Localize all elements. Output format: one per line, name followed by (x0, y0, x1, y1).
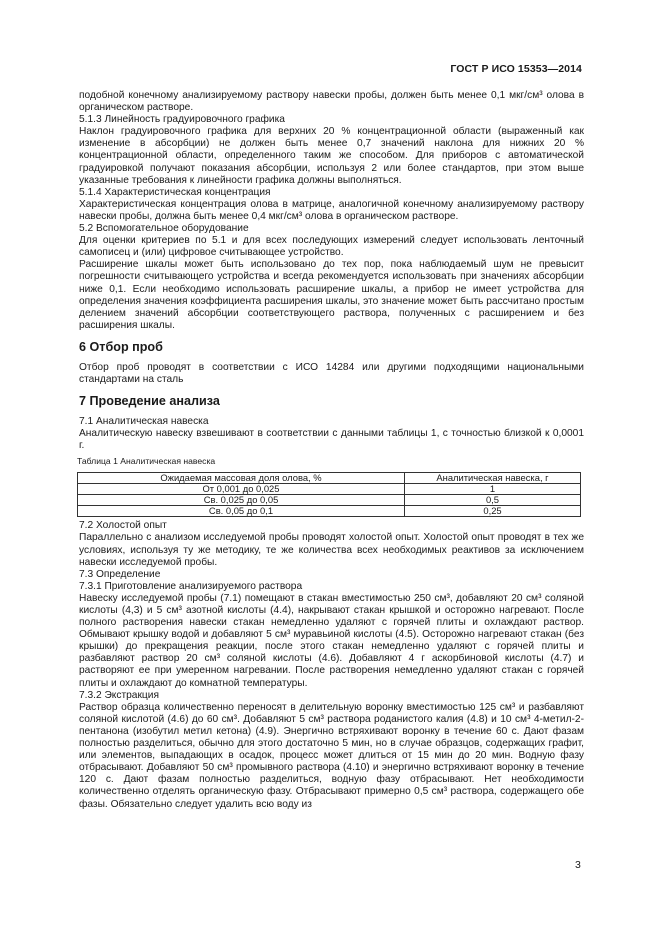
table-caption: Таблица 1 Аналитическая навеска (77, 456, 216, 467)
section-heading-6: 6 Отбор проб (79, 339, 163, 354)
paragraph: Раствор образца количественно переносят в делительную воронку вместимостью 125 см³ и разбавляют соляной кислотой (4.6) до 60 см³. Добавляют 5 см³ раствора роданистого калия (4.8) и 10 см³ 4-метил-2-пентанона (изобутил метил кетона) (4.9). Энергично встряхивают воронку в течение 60 с. Дают фазам полностью разделиться, обычно для этого достаточно 5 мин, но в случае образцов, содержащих графит, или элементов, выпадающих в осадок, процесс может длиться от 15 мин до 20 мин. Водную фазу отбрасывают. Добавляют 50 см³ промывного раствора (4.10) и энергично встряхивают воронку в течение 120 с. Дают фазам полностью разделиться, водную фазу отбрасывают. Нет необходимости количественно отделять органическую фазу. Отбрасывают примерно 0,5 см³ раствора, содержащего обе фазы. Обязательно следует удалить всю воду из (79, 701, 584, 810)
subsection-heading: 7.2 Холостой опыт (79, 520, 167, 532)
paragraph: Для оценки критериев по 5.1 и для всех последующих измерений следует использовать ленточный самописец и (или) цифровое считывающее устройство. (79, 235, 584, 259)
paragraph: Аналитическую навеску взвешивают в соответствии с данными таблицы 1, с точностью близкой к 0,0001 г. (79, 428, 584, 452)
paragraph: Расширение шкалы может быть использовано до тех пор, пока наблюдаемый шум не превысит погрешности считывающего устройства и всегда рекомендуется использовать при значениях абсорбции ниже 0,1. Если необходимо использовать расширение шкалы, а прибор не имеет устройства для определения значения коэффициента расширения шкалы, это значение может быть рассчитано простым делением значений абсорбции соответствующего раствора, полученных с расширением и без расширения шкалы. (79, 259, 584, 331)
subsection-heading: 7.1 Аналитическая навеска (79, 416, 209, 428)
table-cell: Св. 0,025 до 0,05 (78, 495, 405, 506)
paragraph: Отбор проб проводят в соответствии с ИСО 14284 или другими подходящими национальными стандартами на сталь (79, 361, 584, 385)
subsection-heading: 5.1.3 Линейность градуировочного графика (79, 114, 285, 126)
subsection-heading: 5.1.4 Характеристическая концентрация (79, 186, 271, 198)
paragraph: Характеристическая концентрация олова в матрице, аналогичной конечному анализируемому раствору навески пробы, должна быть менее 0,4 мкг/см³ олова в органическом растворе. (79, 198, 584, 222)
paragraph: Параллельно с анализом исследуемой пробы проводят холостой опыт. Холостой опыт проводят в тех же условиях, используя ту же методику, те же количества всех необходимых реактивов за исключением навески исследуемой пробы. (79, 532, 584, 568)
table-cell: От 0,001 до 0,025 (78, 484, 405, 495)
paragraph: подобной конечному анализируемому раствору навески пробы, должен быть менее 0,1 мкг/см³ олова в органическом растворе. (79, 90, 584, 114)
table-header-row (78, 473, 581, 484)
sample-mass-table (77, 472, 581, 517)
subsection-heading: 7.3 Определение (79, 568, 161, 580)
table-row (78, 506, 581, 517)
table-row (78, 484, 581, 495)
table-cell: 0,25 (405, 506, 581, 517)
paragraph: Навеску исследуемой пробы (7.1) помещают в стакан вместимостью 250 см³, добавляют 20 см³ соляной кислоты (4,3) и 5 см³ азотной кислоты (4.4), накрывают стакан крышкой и осторожно нагревают. После полного растворения навески стакан немедленно удаляют с горячей плиты и охлаждают раствор. Обмывают крышку водой и добавляют 5 см³ муравьиной кислоты (4.5). Осторожно нагревают стакан (без крышки) до прекращения реакции, после этого стакан немедленно удаляют с горячей плиты и разбавляют раствор 20 см³ соляной кислоты (4.6). Добавляют 4 г аскорбиновой кислоты (4.7) и растворяют ее при умеренном нагревании. После растворения немедленно удаляют стакан с горячей плиты и охлаждают до комнатной температуры. (79, 592, 584, 689)
subsection-heading: 7.3.2 Экстракция (79, 689, 159, 701)
page-content (79, 90, 584, 811)
subsection-heading: 7.3.1 Приготовление анализируемого раствора (79, 580, 303, 592)
table-header-cell: Ожидаемая массовая доля олова, % (78, 473, 405, 484)
table-cell: 0,5 (405, 495, 581, 506)
page-number: 3 (575, 859, 581, 871)
document-header: ГОСТ Р ИСО 15353—2014 (450, 63, 582, 75)
table-header-cell: Аналитическая навеска, г (405, 473, 581, 484)
subsection-heading: 5.2 Вспомогательное оборудование (79, 223, 249, 235)
table-row (78, 495, 581, 506)
paragraph: Наклон градуировочного графика для верхних 20 % концентрационной области (выраженный как изменение в абсорбции) не должен быть менее 0,7 значений наклона для нижних 20 % концентрационной области, определенного таким же способом. Для приборов с автоматической градуировкой получают показания абсорбции, используя 2 или более стандартов, при этом выше указанные требования к линейности графика должны выполняться. (79, 126, 584, 186)
table-cell: 1 (405, 484, 581, 495)
table-cell: Св. 0,05 до 0,1 (78, 506, 405, 517)
section-heading-7: 7 Проведение анализа (79, 394, 220, 409)
